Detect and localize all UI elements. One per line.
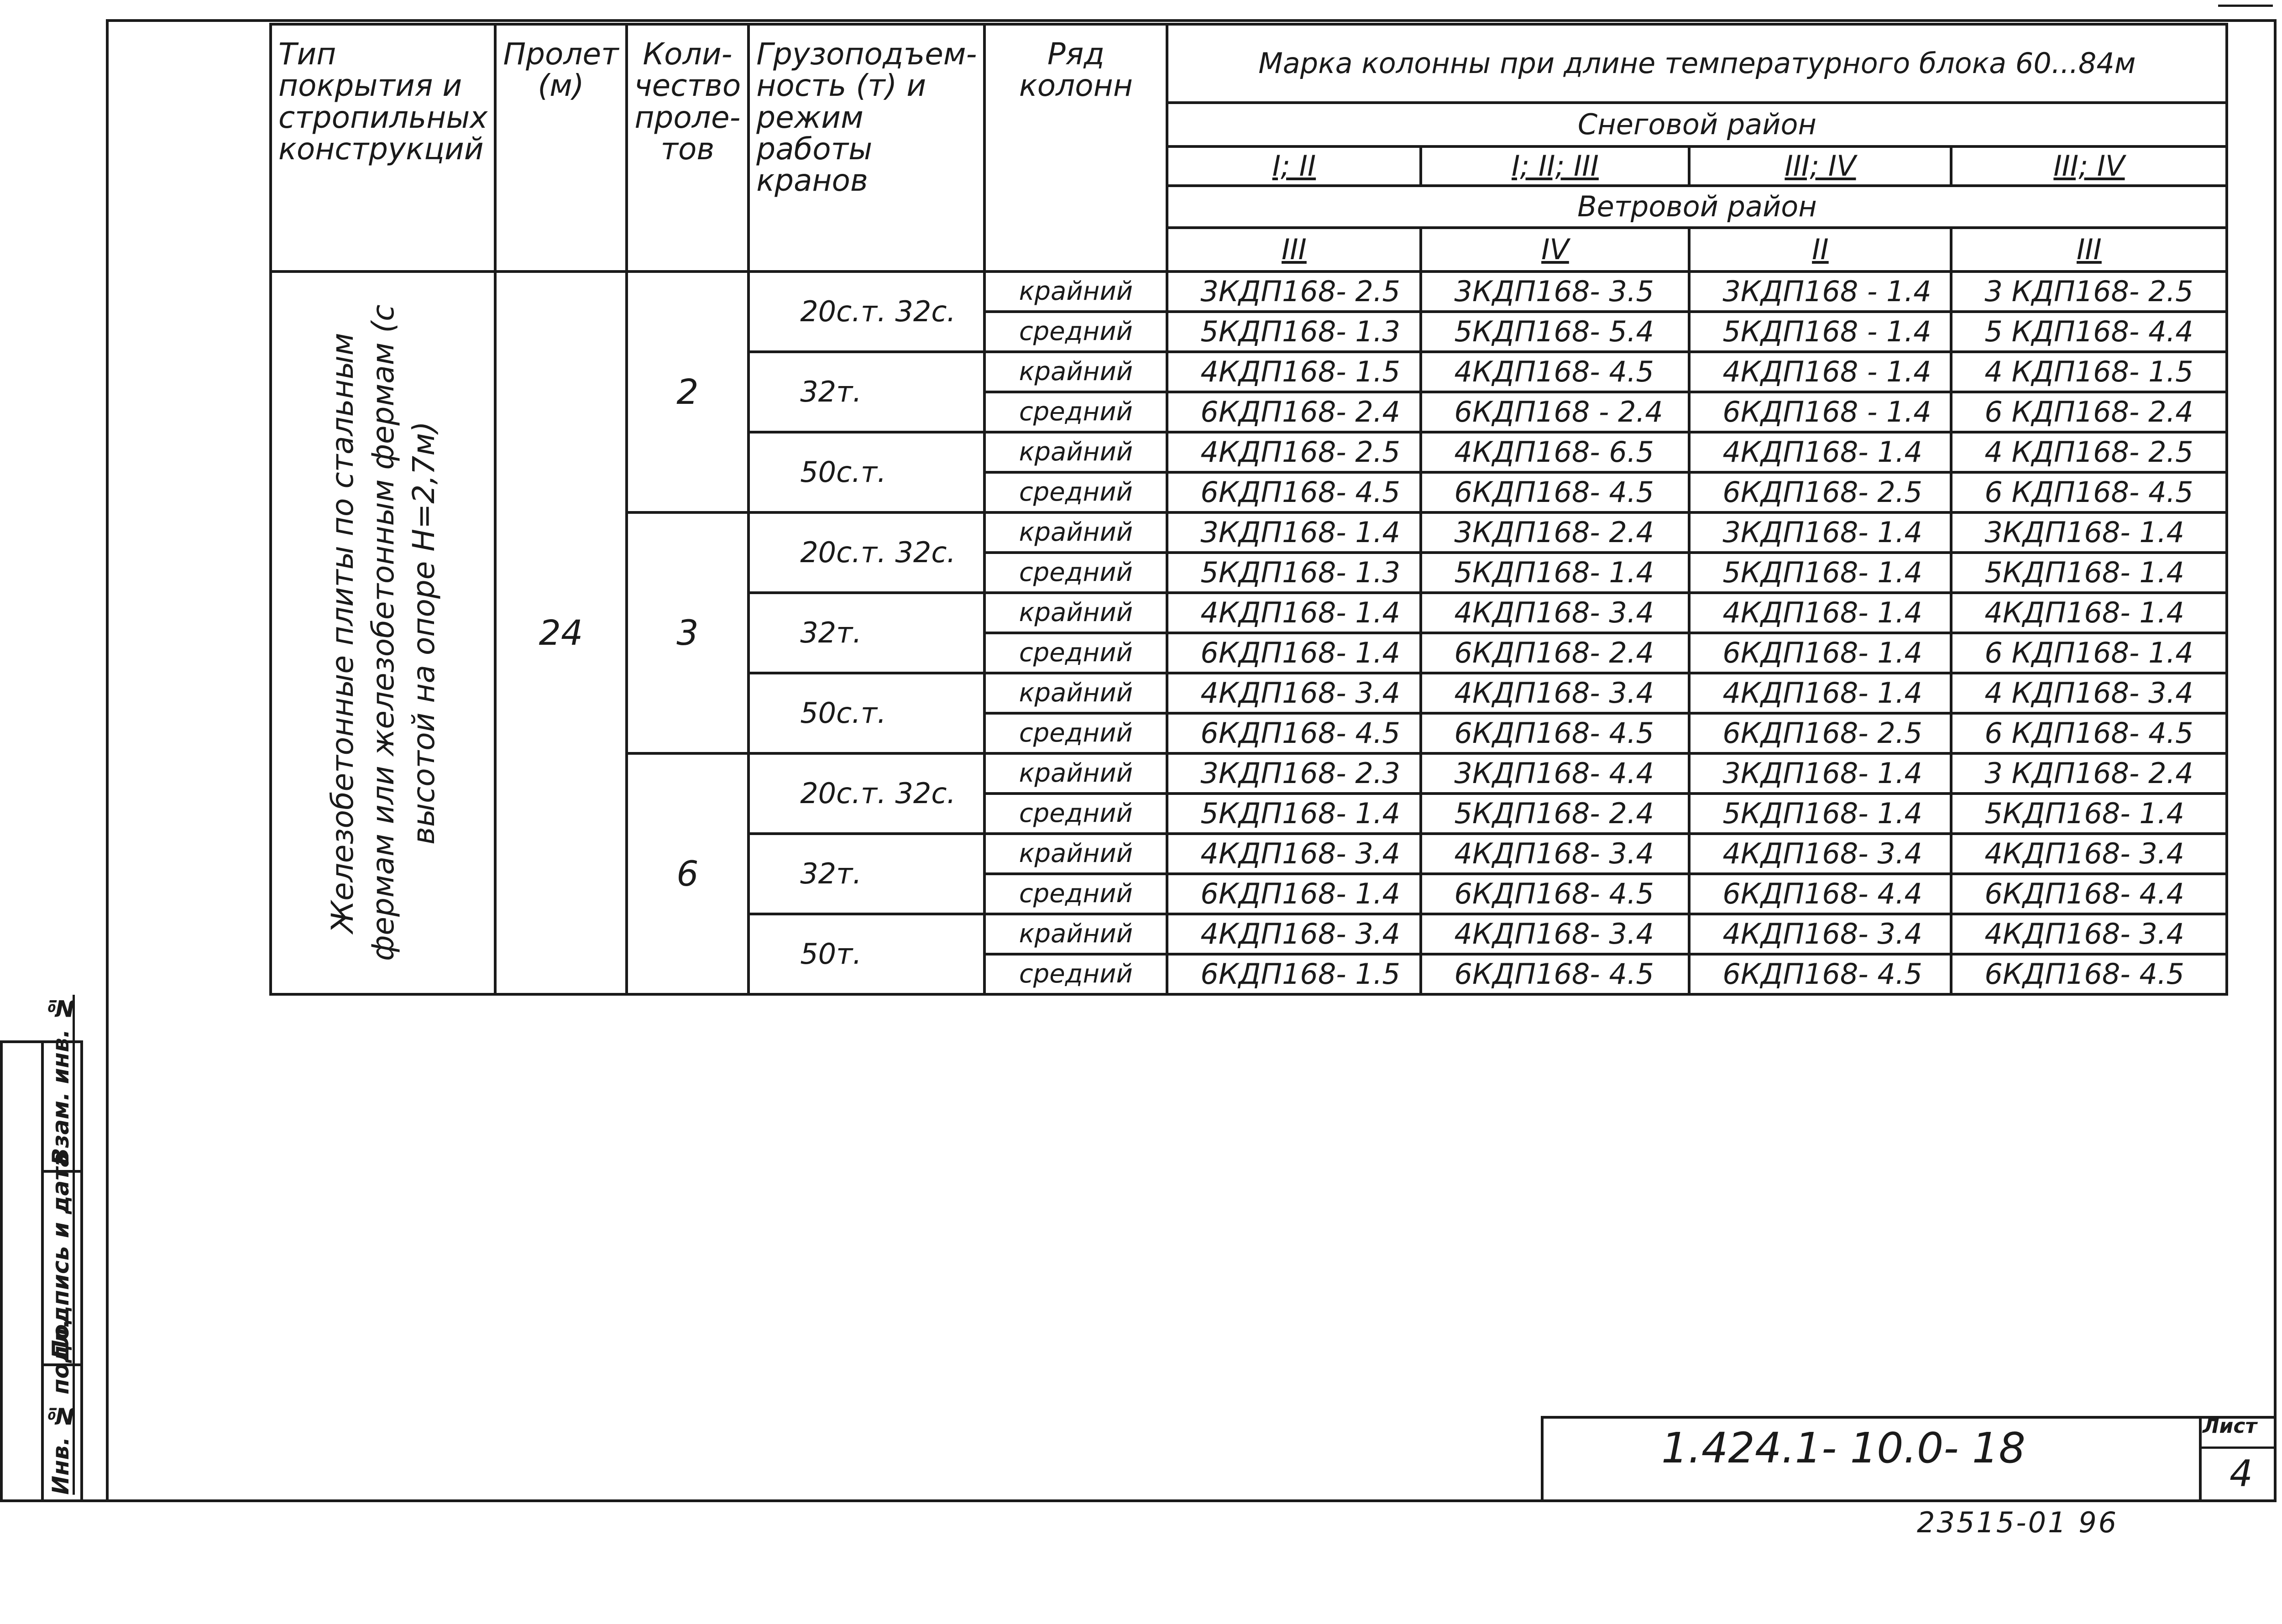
column-mark-cell: 4КДП168- 3.4 [1689,914,1951,954]
column-mark-cell: 3 КДП168- 2.4 [1951,753,2227,794]
column-mark-cell: 5КДП168- 1.4 [1689,794,1951,834]
column-mark-cell: 4КДП168- 6.5 [1421,432,1689,472]
column-mark-cell: 5КДП168- 1.4 [1689,553,1951,593]
column-mark-cell: 5 КДП168- 4.4 [1951,312,2227,352]
column-row-type: крайний [984,753,1167,794]
crane-capacity-cell: 20с.т. 32с. [748,753,984,834]
column-mark-cell: 6КДП168- 4.5 [1421,954,1689,994]
side-stamp-cell-3 [41,1319,83,1502]
crane-capacity-cell: 32т. [748,593,984,673]
column-mark-cell: 3КДП168- 1.4 [1951,512,2227,553]
column-mark-cell: 3КДП168- 1.4 [1167,512,1421,553]
column-mark-cell: 5КДП168- 1.4 [1951,553,2227,593]
column-mark-cell: 4КДП168- 1.5 [1167,352,1421,392]
header-row-col: Ряд колонн [984,24,1167,272]
column-mark-cell: 5КДП168 - 1.4 [1689,312,1951,352]
title-block-sheet-line [2199,1446,2277,1449]
snow-col: I; II [1167,146,1421,186]
column-row-type: крайний [984,593,1167,633]
table-row [271,272,2227,312]
frame-right [2274,19,2277,1502]
header-mark: Марка колонны при длине температурного блока 60...84м [1167,24,2227,103]
header-roof-type: Тип покрытия и стропильных конструкций [271,24,495,272]
column-mark-cell: 6КДП168- 4.5 [1421,713,1689,753]
roof-type-cell [271,272,495,994]
column-mark-cell: 3 КДП168- 2.5 [1951,272,2227,312]
wind-col: III [1167,228,1421,272]
column-mark-cell: 4КДП168- 3.4 [1421,914,1689,954]
frame-left [106,19,109,1502]
column-mark-cell: 5КДП168- 1.3 [1167,312,1421,352]
column-mark-cell: 6КДП168- 4.4 [1951,874,2227,914]
header-crane: Грузоподъем- ность (т) и режим работы кранов [748,24,984,272]
column-row-type: крайний [984,512,1167,553]
column-row-type: средний [984,472,1167,512]
column-mark-cell: 4КДП168- 4.5 [1421,352,1689,392]
column-mark-cell: 6КДП168- 2.4 [1421,633,1689,673]
column-mark-cell: 6КДП168- 1.4 [1167,874,1421,914]
snow-col: I; II; III [1421,146,1689,186]
column-mark-cell: 5КДП168- 1.4 [1951,794,2227,834]
column-mark-cell: 6КДП168- 4.5 [1167,713,1421,753]
column-mark-cell: 6 КДП168- 2.4 [1951,392,2227,432]
column-mark-cell: 4КДП168- 1.4 [1689,673,1951,713]
column-mark-cell: 6КДП168 - 1.4 [1689,392,1951,432]
column-mark-cell: 4КДП168- 3.4 [1951,914,2227,954]
span-count-value: 6 [627,753,749,994]
column-mark-cell: 3КДП168- 2.3 [1167,753,1421,794]
column-row-type: крайний [984,432,1167,472]
column-mark-cell: 4 КДП168- 3.4 [1951,673,2227,713]
column-mark-cell: 6КДП168- 4.4 [1689,874,1951,914]
wind-col: IV [1421,228,1689,272]
column-row-type: крайний [984,834,1167,874]
column-mark-cell: 5КДП168- 2.4 [1421,794,1689,834]
column-mark-cell: 6КДП168- 2.5 [1689,713,1951,753]
column-row-type: крайний [984,272,1167,312]
column-row-type: средний [984,553,1167,593]
crane-capacity-cell: 20с.т. 32с. [748,272,984,352]
column-mark-cell: 4КДП168- 2.5 [1167,432,1421,472]
column-mark-cell: 5КДП168- 1.3 [1167,553,1421,593]
column-mark-cell: 3КДП168 - 1.4 [1689,272,1951,312]
column-row-type: средний [984,794,1167,834]
column-mark-cell: 6КДП168- 4.5 [1421,472,1689,512]
sheet-label: Лист [2203,1415,2257,1438]
column-mark-cell: 4КДП168- 1.4 [1689,432,1951,472]
span-count-value: 3 [627,512,749,753]
column-mark-cell: 5КДП168- 1.4 [1421,553,1689,593]
column-mark-cell: 3КДП168- 4.4 [1421,753,1689,794]
column-mark-cell: 4 КДП168- 1.5 [1951,352,2227,392]
sheet-number: 4 [2230,1452,2253,1495]
archive-number: 23515-01 96 [1917,1506,2119,1539]
column-mark-cell: 4КДП168- 1.4 [1689,593,1951,633]
column-mark-cell: 6КДП168- 1.5 [1167,954,1421,994]
snow-col: III; IV [1951,146,2227,186]
crane-capacity-cell: 50с.т. [748,432,984,512]
side-stamp-text: Подпись и дата [47,1151,74,1359]
header-span: Пролет (м) [495,24,626,272]
snow-col: III; IV [1689,146,1951,186]
title-block-divider [2199,1416,2202,1502]
crane-capacity-cell: 32т. [748,834,984,914]
column-mark-cell: 4КДП168- 3.4 [1421,593,1689,633]
column-mark-cell: 4КДП168 - 1.4 [1689,352,1951,392]
column-mark-cell: 4КДП168- 3.4 [1689,834,1951,874]
column-mark-cell: 5КДП168- 1.4 [1167,794,1421,834]
column-mark-cell: 4КДП168- 1.4 [1167,593,1421,633]
column-mark-cell: 5КДП168- 5.4 [1421,312,1689,352]
column-mark-cell: 6КДП168- 1.4 [1689,633,1951,673]
roof-type-text: Железобетонные плиты по стальным фермам или железобетонным фермам (с высотой на опоре Н=2,7м) [325,304,441,961]
column-mark-cell: 6КДП168- 4.5 [1167,472,1421,512]
column-mark-cell: 4КДП168- 3.4 [1421,673,1689,713]
column-row-type: средний [984,392,1167,432]
title-block-top [1541,1416,2277,1419]
column-mark-cell: 4 КДП168- 2.5 [1951,432,2227,472]
column-mark-cell: 6КДП168- 1.4 [1167,633,1421,673]
column-mark-cell: 4КДП168- 3.4 [1167,834,1421,874]
crane-capacity-cell: 50т. [748,914,984,994]
span-value: 24 [495,272,626,994]
crane-capacity-cell: 32т. [748,352,984,432]
column-mark-cell: 4КДП168- 1.4 [1951,593,2227,633]
column-row-type: средний [984,874,1167,914]
wind-col: III [1951,228,2227,272]
document-code: 1.424.1- 10.0- 18 [1661,1424,2026,1473]
column-mark-cell: 6КДП168- 4.5 [1689,954,1951,994]
column-row-type: средний [984,312,1167,352]
side-stamp-strip [0,1040,44,1502]
column-mark-cell: 6КДП168- 4.5 [1421,874,1689,914]
frame-top-tick [2218,5,2273,7]
column-mark-cell: 6 КДП168- 4.5 [1951,713,2227,753]
column-mark-cell: 4КДП168- 3.4 [1167,673,1421,713]
title-block-left [1541,1416,1544,1502]
column-row-type: средний [984,633,1167,673]
column-mark-cell: 3КДП168- 2.4 [1421,512,1689,553]
header-snow: Снеговой район [1167,103,2227,146]
column-mark-cell: 3КДП168- 1.4 [1689,753,1951,794]
column-row-type: средний [984,954,1167,994]
side-stamp-text: Взам. инв. № [47,995,74,1165]
column-mark-cell: 6КДП168 - 2.4 [1421,392,1689,432]
side-stamp-text: Инв. № подл. [47,1319,74,1495]
column-mark-cell: 6КДП168- 2.5 [1689,472,1951,512]
column-mark-cell: 6КДП168- 2.4 [1167,392,1421,432]
column-mark-cell: 6 КДП168- 1.4 [1951,633,2227,673]
column-mark-cell: 4КДП168- 3.4 [1167,914,1421,954]
span-count-value: 2 [627,272,749,512]
column-mark-cell: 3КДП168- 3.5 [1421,272,1689,312]
column-mark-cell: 4КДП168- 3.4 [1421,834,1689,874]
column-row-type: крайний [984,914,1167,954]
header-wind: Ветровой район [1167,186,2227,228]
column-mark-cell: 3КДП168- 2.5 [1167,272,1421,312]
column-row-type: крайний [984,673,1167,713]
frame-top [108,19,2277,22]
column-row-type: крайний [984,352,1167,392]
header-span-count: Коли- чество проле- тов [627,24,749,272]
column-mark-cell: 6КДП168- 4.5 [1951,954,2227,994]
column-schedule-table [269,23,2228,996]
crane-capacity-cell: 50с.т. [748,673,984,753]
column-mark-cell: 4КДП168- 3.4 [1951,834,2227,874]
header-row [271,24,2227,103]
column-mark-cell: 6 КДП168- 4.5 [1951,472,2227,512]
frame-bottom [42,1499,2277,1502]
column-row-type: средний [984,713,1167,753]
wind-col: II [1689,228,1951,272]
crane-capacity-cell: 20с.т. 32с. [748,512,984,593]
column-mark-cell: 3КДП168- 1.4 [1689,512,1951,553]
